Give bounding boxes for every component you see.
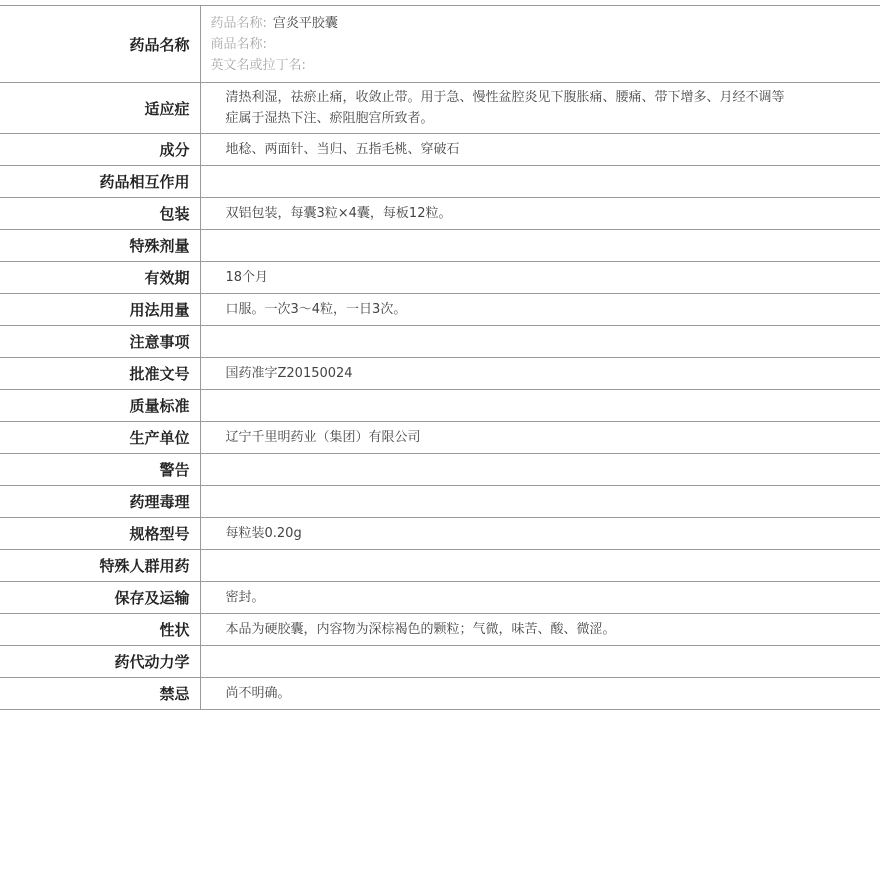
generic-name-value: 宫炎平胶囊 <box>272 15 338 31</box>
label-indication: 适应症 <box>0 83 200 134</box>
trade-name-line <box>211 34 880 55</box>
row-storage <box>0 582 880 614</box>
row-contraindications <box>0 678 880 710</box>
value-ingredients: 地稔、两面针、当归、五指毛桃、穿破石 <box>200 134 880 166</box>
label-description: 性状 <box>0 614 200 646</box>
label-special-groups: 特殊人群用药 <box>0 550 200 582</box>
value-shelf-life: 18个月 <box>200 262 880 294</box>
value-description: 本品为硬胶囊，内容物为深棕褐色的颗粒；气微，味苦、酸、微涩。 <box>200 614 880 646</box>
row-indication <box>0 83 880 134</box>
drug-info-table <box>0 5 880 710</box>
value-warning <box>200 454 880 486</box>
row-shelf-life <box>0 262 880 294</box>
label-toxicology: 药理毒理 <box>0 486 200 518</box>
value-interactions <box>200 166 880 198</box>
label-special-dose: 特殊剂量 <box>0 230 200 262</box>
row-manufacturer <box>0 422 880 454</box>
row-special-dose <box>0 230 880 262</box>
value-packaging: 双铝包装，每囊3粒×4囊，每板12粒。 <box>200 198 880 230</box>
label-manufacturer: 生产单位 <box>0 422 200 454</box>
row-pharmacokinetics <box>0 646 880 678</box>
label-spec: 规格型号 <box>0 518 200 550</box>
label-ingredients: 成分 <box>0 134 200 166</box>
label-warning: 警告 <box>0 454 200 486</box>
label-shelf-life: 有效期 <box>0 262 200 294</box>
value-usage: 口服。一次3～4粒，一日3次。 <box>200 294 880 326</box>
label-quality: 质量标准 <box>0 390 200 422</box>
row-packaging <box>0 198 880 230</box>
row-ingredients <box>0 134 880 166</box>
row-interactions <box>0 166 880 198</box>
value-drug-name <box>200 6 880 83</box>
value-spec: 每粒装0.20g <box>200 518 880 550</box>
row-spec <box>0 518 880 550</box>
label-drug-name: 药品名称 <box>0 6 200 83</box>
row-drug-name <box>0 6 880 83</box>
generic-name-key: 药品名称: <box>210 15 267 31</box>
value-quality <box>200 390 880 422</box>
label-precautions: 注意事项 <box>0 326 200 358</box>
value-indication <box>200 83 880 134</box>
value-storage: 密封。 <box>200 582 880 614</box>
value-special-dose <box>200 230 880 262</box>
row-warning <box>0 454 880 486</box>
value-manufacturer: 辽宁千里明药业（集团）有限公司 <box>200 422 880 454</box>
drug-info-sheet <box>0 5 880 710</box>
value-special-groups <box>200 550 880 582</box>
row-special-groups <box>0 550 880 582</box>
label-storage: 保存及运输 <box>0 582 200 614</box>
indication-text: 清热利湿，祛瘀止痛，收敛止带。用于急、慢性盆腔炎见下腹胀痛、腰痛、带下增多、月经不调等症属于湿热下注、瘀阻胞宫所致者。 <box>225 90 785 126</box>
row-quality <box>0 390 880 422</box>
label-usage: 用法用量 <box>0 294 200 326</box>
label-approval: 批准文号 <box>0 358 200 390</box>
label-pharmacokinetics: 药代动力学 <box>0 646 200 678</box>
value-contraindications: 尚不明确。 <box>200 678 880 710</box>
value-toxicology <box>200 486 880 518</box>
row-approval <box>0 358 880 390</box>
row-description <box>0 614 880 646</box>
label-packaging: 包装 <box>0 198 200 230</box>
english-name-line <box>211 55 880 76</box>
row-usage <box>0 294 880 326</box>
value-precautions <box>200 326 880 358</box>
value-approval: 国药准字Z20150024 <box>200 358 880 390</box>
english-name-key: 英文名或拉丁名: <box>210 57 306 73</box>
label-contraindications: 禁忌 <box>0 678 200 710</box>
row-precautions <box>0 326 880 358</box>
row-toxicology <box>0 486 880 518</box>
label-interactions: 药品相互作用 <box>0 166 200 198</box>
generic-name-line <box>211 13 880 34</box>
value-pharmacokinetics <box>200 646 880 678</box>
trade-name-key: 商品名称: <box>210 36 267 52</box>
